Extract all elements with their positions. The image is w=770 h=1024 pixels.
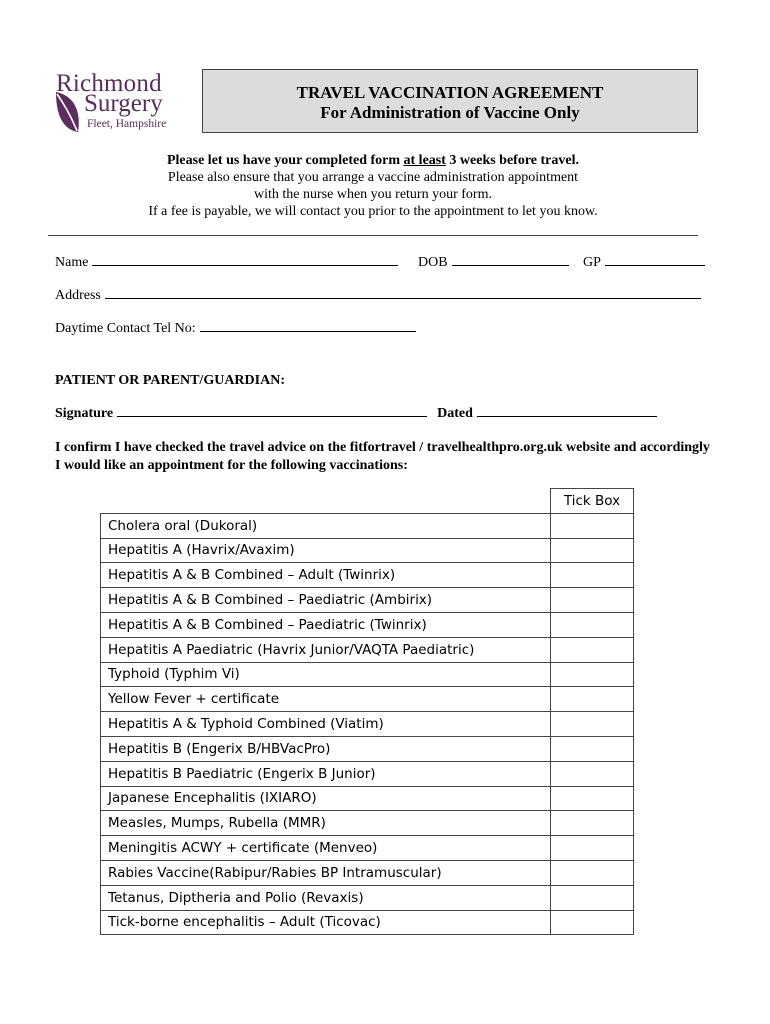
instruction-nurse: with the nurse when you return your form. xyxy=(254,187,492,202)
vaccine-name: Hepatitis A & Typhoid Combined (Viatim) xyxy=(101,712,551,737)
vaccination-table xyxy=(100,488,634,935)
table-row xyxy=(101,712,634,737)
form-title-box xyxy=(202,69,698,133)
vaccine-name: Hepatitis A Paediatric (Havrix Junior/VAQTA Paediatric) xyxy=(101,637,551,662)
signature-row xyxy=(55,405,657,422)
vaccine-name: Measles, Mumps, Rubella (MMR) xyxy=(101,811,551,836)
tick-box[interactable] xyxy=(551,637,634,662)
vaccine-name: Cholera oral (Dukoral) xyxy=(101,513,551,538)
table-row xyxy=(101,811,634,836)
confirmation-statement: I confirm I have checked the travel advice on the fitfortravel / travelhealthpro.org.uk website and accordingly I would like an appointment for the following vaccinations: xyxy=(55,440,710,473)
at-least-emphasis: at least xyxy=(403,153,446,168)
tick-box[interactable] xyxy=(551,761,634,786)
surgery-logo xyxy=(54,70,184,134)
vaccine-name: Hepatitis A & B Combined – Paediatric (Ambirix) xyxy=(101,588,551,613)
dob-row xyxy=(418,254,569,271)
dated-label: Dated xyxy=(437,406,473,421)
name-row xyxy=(55,254,398,271)
tel-label: Daytime Contact Tel No: xyxy=(55,321,196,336)
tick-box[interactable] xyxy=(551,513,634,538)
table-row xyxy=(101,687,634,712)
table-row xyxy=(101,736,634,761)
vaccine-name: Hepatitis A (Havrix/Avaxim) xyxy=(101,538,551,563)
tick-box[interactable] xyxy=(551,736,634,761)
vaccine-name: Hepatitis B Paediatric (Engerix B Junior) xyxy=(101,761,551,786)
tick-box[interactable] xyxy=(551,786,634,811)
gp-label: GP xyxy=(583,255,601,270)
table-row xyxy=(101,786,634,811)
tick-box[interactable] xyxy=(551,687,634,712)
address-label: Address xyxy=(55,288,101,303)
dated-field[interactable] xyxy=(477,405,657,417)
address-field[interactable] xyxy=(105,287,701,299)
table-row xyxy=(101,637,634,662)
table-row xyxy=(101,588,634,613)
vaccine-name: Yellow Fever + certificate xyxy=(101,687,551,712)
divider xyxy=(48,235,698,236)
tick-box[interactable] xyxy=(551,860,634,885)
vaccine-name: Hepatitis A & B Combined – Adult (Twinrix) xyxy=(101,563,551,588)
vaccine-name: Typhoid (Typhim Vi) xyxy=(101,662,551,687)
form-subtitle: For Administration of Vaccine Only xyxy=(320,103,580,122)
form-title: TRAVEL VACCINATION AGREEMENT xyxy=(296,83,604,102)
instruction-fee: If a fee is payable, we will contact you prior to the appointment to let you know. xyxy=(148,204,598,219)
patient-section-heading: PATIENT OR PARENT/GUARDIAN: xyxy=(55,373,285,388)
tick-box[interactable] xyxy=(551,538,634,563)
table-row xyxy=(101,538,634,563)
vaccine-name: Rabies Vaccine(Rabipur/Rabies BP Intramuscular) xyxy=(101,860,551,885)
tick-box[interactable] xyxy=(551,910,634,935)
gp-row xyxy=(583,254,705,271)
instructions-block xyxy=(48,152,698,220)
tick-box-header: Tick Box xyxy=(551,489,634,514)
vaccine-name: Tick-borne encephalitis – Adult (Ticovac) xyxy=(101,910,551,935)
signature-label: Signature xyxy=(55,406,114,421)
name-label: Name xyxy=(55,255,89,270)
logo-text-surgery: Surgery xyxy=(84,90,163,117)
tick-box[interactable] xyxy=(551,612,634,637)
tel-row xyxy=(55,320,416,337)
dob-label: DOB xyxy=(418,255,448,270)
table-row xyxy=(101,860,634,885)
gp-field[interactable] xyxy=(605,254,705,266)
tick-box[interactable] xyxy=(551,811,634,836)
table-row xyxy=(101,513,634,538)
address-row xyxy=(55,287,701,304)
tick-box[interactable] xyxy=(551,563,634,588)
name-field[interactable] xyxy=(92,254,398,266)
instruction-deadline: Please let us have your completed form at least 3 weeks before travel. xyxy=(166,153,579,168)
table-row xyxy=(101,885,634,910)
tick-box[interactable] xyxy=(551,662,634,687)
logo-text-richmond: Richmond xyxy=(56,70,162,97)
table-row xyxy=(101,761,634,786)
table-row xyxy=(101,662,634,687)
instruction-appointment: Please also ensure that you arrange a vaccine administration appointment xyxy=(167,170,579,185)
table-row xyxy=(101,612,634,637)
vaccine-name: Hepatitis B (Engerix B/HBVacPro) xyxy=(101,736,551,761)
vaccine-name: Japanese Encephalitis (IXIARO) xyxy=(101,786,551,811)
signature-field[interactable] xyxy=(117,405,427,417)
vaccine-name: Meningitis ACWY + certificate (Menveo) xyxy=(101,836,551,861)
tick-box[interactable] xyxy=(551,712,634,737)
table-row xyxy=(101,836,634,861)
vaccine-name: Hepatitis A & B Combined – Paediatric (Twinrix) xyxy=(101,612,551,637)
tick-box[interactable] xyxy=(551,836,634,861)
table-row xyxy=(101,910,634,935)
table-header-row xyxy=(101,489,634,514)
tel-field[interactable] xyxy=(200,320,416,332)
tick-box[interactable] xyxy=(551,885,634,910)
vaccine-name: Tetanus, Diptheria and Polio (Revaxis) xyxy=(101,885,551,910)
logo-text-location: Fleet, Hampshire xyxy=(87,118,167,130)
table-row xyxy=(101,563,634,588)
dob-field[interactable] xyxy=(452,254,569,266)
tick-box[interactable] xyxy=(551,588,634,613)
